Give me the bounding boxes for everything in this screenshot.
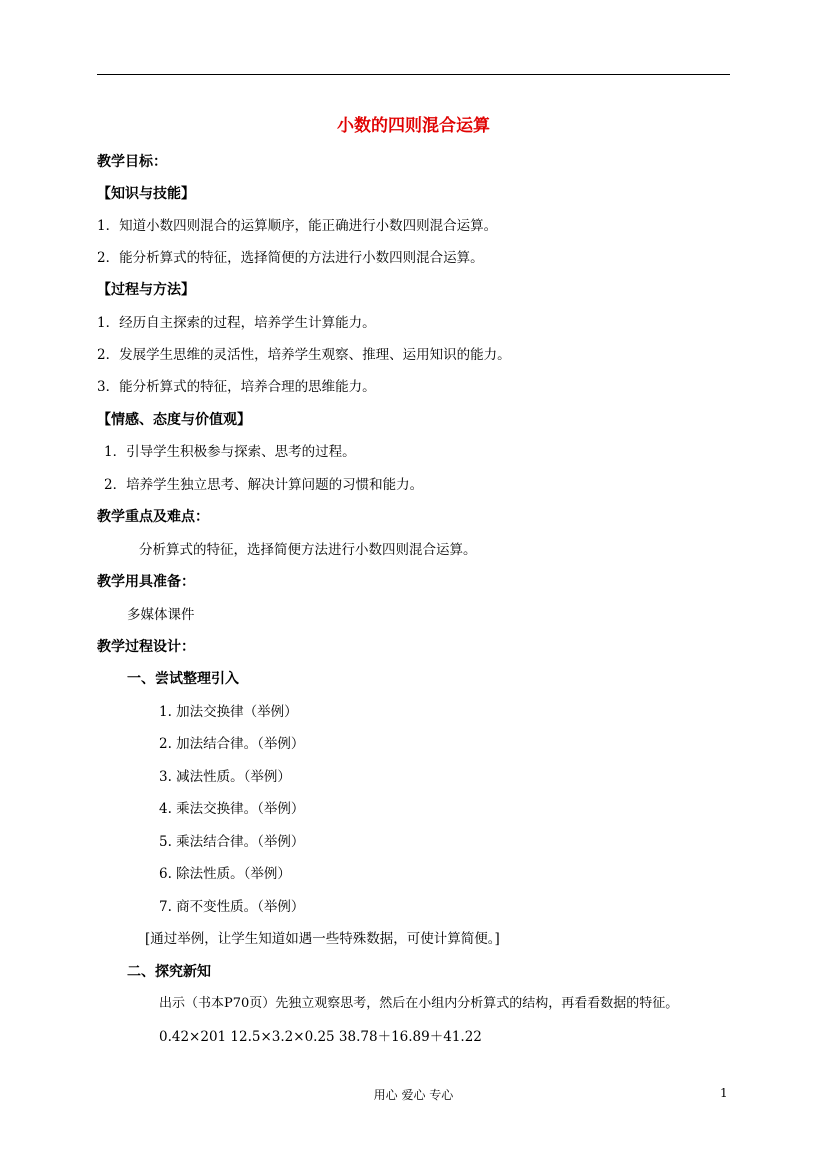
text-line: 多媒体课件	[127, 607, 195, 623]
list-item: 4. 乘法交换律。（举例）	[159, 801, 305, 817]
text-line: 3．能分析算式的特征，培养合理的思维能力。	[97, 379, 376, 395]
section-heading: 一、尝试整理引入	[127, 671, 239, 687]
math-expressions: 0.42×201 12.5×3.2×0.25 38.78＋16.89＋41.22	[159, 1029, 482, 1045]
heading-emotion-values: 【情感、态度与价值观】	[97, 412, 251, 428]
text-line: 出示（书本P70页）先独立观察思考，然后在小组内分析算式的结构，再看看数据的特征。	[159, 996, 679, 1011]
footer-text: 用心 爱心 专心	[373, 1088, 454, 1102]
text-line: 1．知道小数四则混合的运算顺序，能正确进行小数四则混合运算。	[97, 218, 498, 234]
heading-key-points: 教学重点及难点：	[97, 509, 209, 525]
list-item: 5. 乘法结合律。（举例）	[159, 834, 305, 850]
list-item: 1. 加法交换律（举例）	[159, 704, 298, 720]
text-line: 2．发展学生思维的灵活性，培养学生观察、推理、运用知识的能力。	[97, 347, 511, 363]
heading-materials: 教学用具准备：	[97, 574, 195, 590]
heading-knowledge-skills: 【知识与技能】	[97, 186, 195, 202]
text-line: 1．引导学生积极参与探索、思考的过程。	[104, 444, 356, 460]
list-item: 2. 加法结合律。（举例）	[159, 736, 305, 752]
text-line: 2．培养学生独立思考、解决计算问题的习惯和能力。	[104, 477, 424, 493]
list-item: 7. 商不变性质。（举例）	[159, 899, 305, 915]
heading-process-design: 教学过程设计：	[97, 639, 195, 655]
heading-objectives: 教学目标：	[97, 154, 167, 170]
page-number: 1	[720, 1086, 728, 1100]
text-line: 分析算式的特征，选择简便方法进行小数四则混合运算。	[139, 542, 477, 558]
header-rule	[97, 74, 730, 75]
list-item: 3. 减法性质。（举例）	[159, 769, 291, 785]
heading-process-methods: 【过程与方法】	[97, 282, 195, 298]
document-title: 小数的四则混合运算	[337, 116, 490, 136]
text-line: 1．经历自主探索的过程，培养学生计算能力。	[97, 315, 376, 331]
section-heading: 二、探究新知	[127, 964, 211, 980]
text-line: 2．能分析算式的特征，选择简便的方法进行小数四则混合运算。	[97, 250, 484, 266]
list-item: 6. 除法性质。（举例）	[159, 866, 291, 882]
text-line: [通过举例，让学生知道如遇一些特殊数据，可使计算简便。]	[145, 931, 500, 947]
